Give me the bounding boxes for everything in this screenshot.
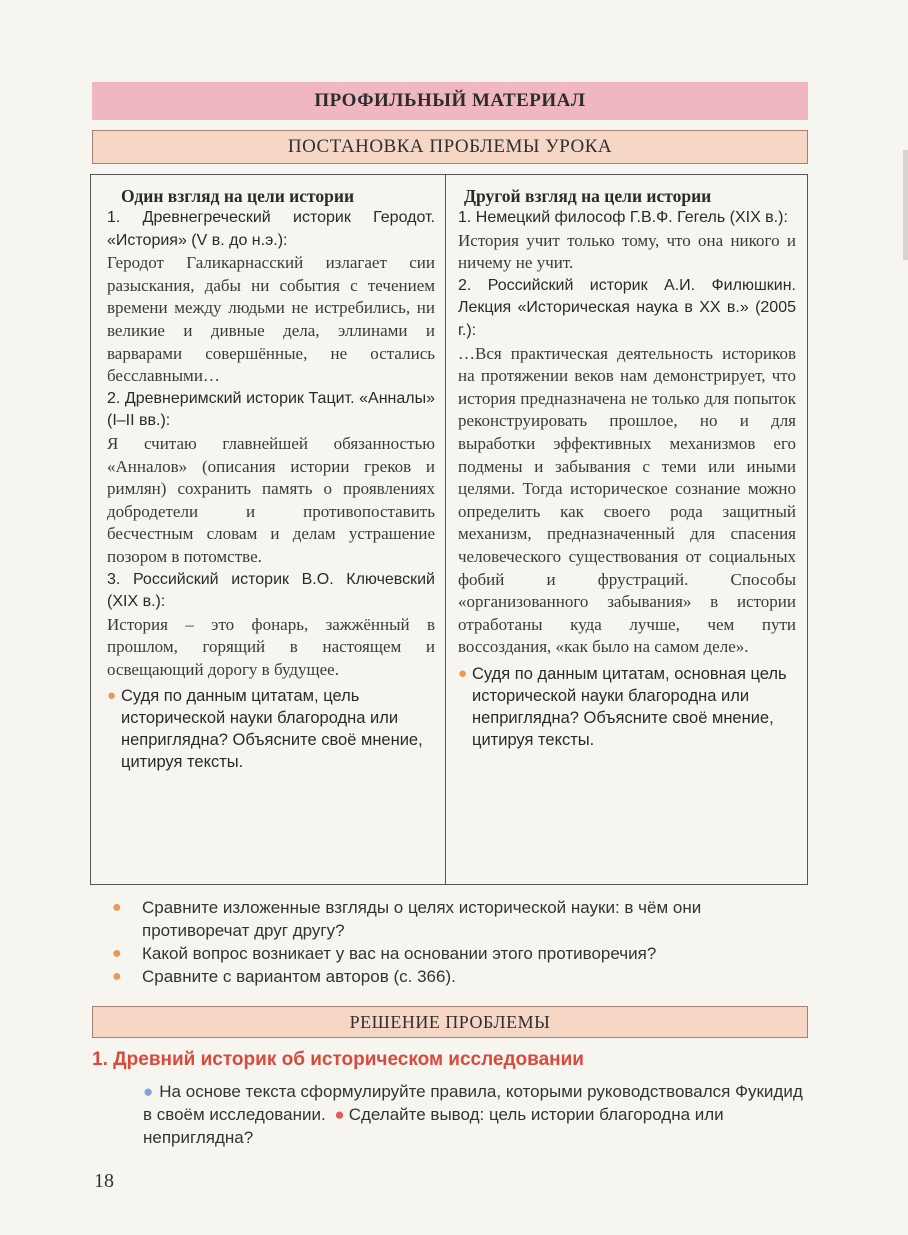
task-text-b: Сделайте вывод: цель истории благородна или неприглядна?: [143, 1105, 724, 1147]
quote-hegel: История учит только тому, что она никого и ничему не учит.: [458, 230, 796, 273]
problem-statement-banner: ПОСТАНОВКА ПРОБЛЕМЫ УРОКА: [92, 130, 808, 164]
comparison-questions: [112, 896, 812, 988]
right-task-text: Судя по данным цитатам, основная цель исторической науки благородна или неприглядна? Объясните своё мнение, цитируя тексты.: [472, 664, 787, 749]
task-text-a: На основе текста сформулируйте правила, которыми руководствовался Фукидид в своём исследовании.: [143, 1082, 803, 1124]
bullet-icon: ●: [112, 945, 122, 962]
list-item: [112, 942, 812, 965]
bullet-icon: ●: [112, 968, 122, 985]
quote-herodotus: Геродот Галикарнасский излагает сии разыскания, дабы ни события с течением времени между людьми не истребились, ни великие и дивные дела, эллинами и варварами совершённые, не остались бесславными…: [107, 253, 435, 386]
bullet-icon: ●: [458, 664, 468, 682]
bullet-icon: ●: [107, 687, 117, 705]
left-task: [107, 685, 435, 773]
bullet-icon: ●: [112, 899, 122, 916]
left-task-text: Судя по данным цитатам, цель исторической науки благородна или неприглядна? Объясните своё мнение, цитируя тексты.: [121, 687, 423, 772]
page-number: 18: [94, 1170, 114, 1192]
question-text: Сравните с вариантом авторов (с. 366).: [142, 967, 456, 986]
source-tacitus: 2. Древнеримский историк Тацит. «Анналы» (I–II вв.):: [107, 389, 435, 430]
quote-tacitus: Я считаю главнейшей обязанностью «Анналов» (описания истории греков и римлян) сохранить память о проявлениях добродетели и противопоставить бесчестным словам и делам устрашение позором в потомстве.: [107, 433, 435, 566]
source-klyuchevsky: 3. Российский историк В.О. Ключевский (XIX в.):: [107, 570, 435, 611]
left-column: [91, 175, 446, 884]
left-column-title: Один взгляд на цели истории: [121, 186, 355, 206]
views-comparison-table: [90, 174, 808, 885]
bullet-icon: ●: [143, 1082, 154, 1101]
question-text: Сравните изложенные взгляды о целях исторической науки: в чём они противоречат друг другу?: [142, 898, 702, 940]
bullet-icon: ●: [334, 1105, 345, 1124]
list-item: [112, 965, 812, 988]
quote-filyushkin: …Вся практическая деятельность историков на протяжении веков нам демонстрирует, что история предназначена не только для попыток реконструировать прошлое, но и для выработки эффективных механизмов его подмены и забывания с теми или иными целями. Тогда историческое сознание можно определить как своего рода защитный механизм, предназначенный для спасения человеческого существования от социальных фобий и фрустраций. Способы «организованного забывания» в истории отработаны куда лучше, чем пути воссоздания, «как было на самом деле».: [458, 343, 796, 657]
source-hegel: 1. Немецкий философ Г.В.Ф. Гегель (XIX в.):: [458, 209, 788, 226]
section-task: [143, 1080, 815, 1149]
section-title: 1. Древний историк об историческом исследовании: [92, 1049, 584, 1070]
source-herodotus: 1. Древнегреческий историк Геродот. «История» (V в. до н.э.):: [107, 209, 435, 249]
right-task: [458, 663, 796, 751]
quote-klyuchevsky: История – это фонарь, зажжённый в прошлом, горящий в настоящем и освещающий дорогу в будущее.: [107, 614, 435, 679]
profile-material-banner: ПРОФИЛЬНЫЙ МАТЕРИАЛ: [92, 82, 808, 120]
source-filyushkin: 2. Российский историк А.И. Филюшкин. Лекция «Историческая наука в XX в.» (2005 г.):: [458, 276, 796, 339]
list-item: [112, 896, 812, 942]
right-column-title: Другой взгляд на цели истории: [464, 186, 712, 206]
problem-solving-banner: РЕШЕНИЕ ПРОБЛЕМЫ: [92, 1006, 808, 1038]
right-column: [446, 175, 806, 884]
page-edge-mark: [903, 150, 908, 260]
question-text: Какой вопрос возникает у вас на основании этого противоречия?: [142, 944, 657, 963]
